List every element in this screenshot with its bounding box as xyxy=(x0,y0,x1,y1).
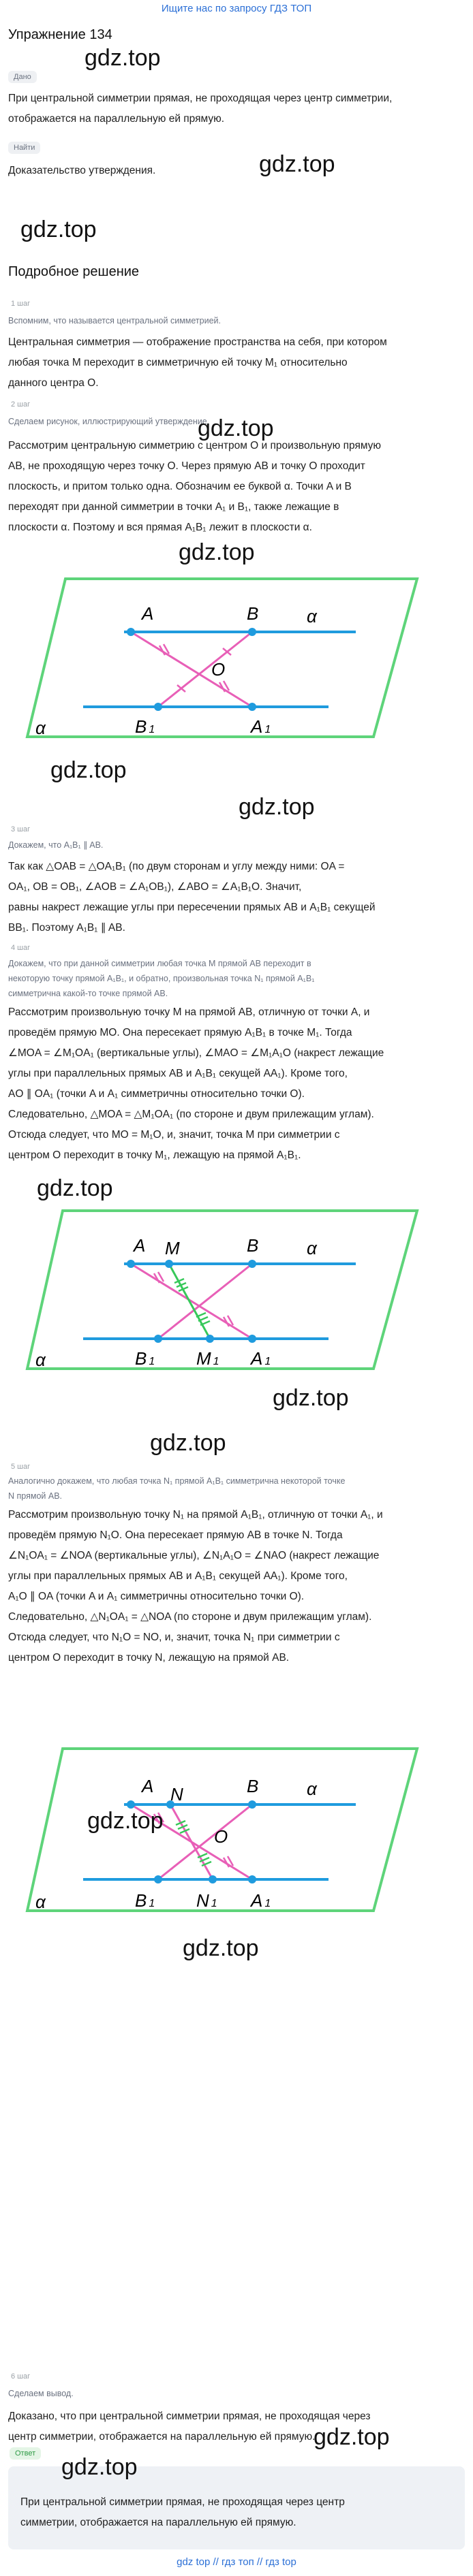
point-b xyxy=(248,628,256,636)
figure-3 xyxy=(8,1743,465,1920)
step-4-text: Рассмотрим произвольную точку M на прямой AB, отличную от точки A, и проведём прямую MO. Она пересекает прямую A₁B₁ в точке M₁. Тогда ∠MOA = ∠M₁OA₁ (вертикальные углы), ∠MAO = ∠M₁A₁O (накрест лежащие углы при параллельных прямых AB и A₁B₁ секущей AA₁). Кроме того, AO ∥ OA₁ (точки A и A₁ симметричны относительно точки O). Следовательно, △MOA = △M₁OA₁ (по стороне и двум прилежащим углам). Отсюда следует, что MO = M₁O, и, значит, точка M при симметрии с центром O переходит в точку M₁, лежащую на прямой A₁B₁. xyxy=(8,1006,384,1161)
find-text: Доказательство утверждения. xyxy=(8,165,156,176)
top-search-link[interactable]: Ищите нас по запросу ГДЗ ТОП xyxy=(161,3,312,14)
label-alpha: α xyxy=(307,1238,317,1258)
page-title: Упражнение 134 xyxy=(8,27,112,42)
watermark: gdz.top xyxy=(239,794,315,820)
label-alpha: α xyxy=(307,606,317,626)
step-3-label: 3 шаг xyxy=(11,825,31,833)
label-alpha-2: α xyxy=(35,1350,46,1370)
step-2-text: Рассмотрим центральную симметрию с центром O и произвольную прямую AB, не проходящую через точку O. Через прямую AB и точку O проходит плоскость, и притом только одна. Обозначим ее буквой α. Точки A и B переходят при данной симметрии в точки A₁ и B₁, также лежащие в плоскости α. Поэтому и вся прямая A₁B₁ лежит в плоскости α. xyxy=(8,440,382,533)
label-b1: B 1 xyxy=(135,1348,155,1369)
step-1-note: Вспомним, что называется центральной симметрией. xyxy=(8,316,221,325)
label-alpha-2: α xyxy=(35,1892,46,1912)
given-label: Дано xyxy=(8,71,37,83)
label-a: A xyxy=(142,603,154,624)
step-1-label: 1 шаг xyxy=(11,300,31,308)
watermark: gdz.top xyxy=(259,151,335,177)
watermark: gdz.top xyxy=(179,539,255,565)
point-b1 xyxy=(154,1875,162,1883)
point-n1 xyxy=(209,1875,217,1883)
label-n: N xyxy=(170,1784,183,1804)
label-b: B xyxy=(247,1235,259,1256)
step-3-note: Докажем, что A₁B₁ ∥ AB. xyxy=(8,840,104,850)
step-6-note: Сделаем вывод. xyxy=(8,2389,74,2398)
label-b: B xyxy=(247,603,259,624)
given-text: При центральной симметрии прямая, не проходящая через центр симметрии, отображается на параллельную ей прямую. xyxy=(8,93,393,125)
step-2-label: 2 шаг xyxy=(11,400,31,409)
answer-label: Ответ xyxy=(10,2447,41,2460)
watermark: gdz.top xyxy=(20,217,97,242)
step-6-text: Доказано, что при центральной симметрии прямая, не проходящая через центр симметрии, отображается на параллельную ей прямую. xyxy=(8,2411,371,2443)
find-label: Найти xyxy=(8,142,40,154)
point-a1 xyxy=(248,1875,256,1883)
watermark: gdz.top xyxy=(273,1385,349,1411)
watermark: gdz.top xyxy=(150,1430,226,1456)
label-a1: A 1 xyxy=(251,716,271,737)
answer-text: При центральной симметрии прямая, не проходящая через центр симметрии, отображается на параллельную ей прямую. xyxy=(20,2496,345,2528)
figure-1 xyxy=(8,573,465,744)
label-n1: N 1 xyxy=(196,1890,217,1911)
watermark: gdz.top xyxy=(198,415,274,441)
step-5-note: Аналогично докажем, что любая точка N₁ прямой A₁B₁ симметрична некоторой точке N прямой AB. xyxy=(8,1476,346,1501)
watermark: gdz.top xyxy=(85,45,161,71)
point-a xyxy=(127,628,135,636)
step-6-label: 6 шаг xyxy=(11,2372,31,2381)
point-b xyxy=(248,1800,256,1809)
label-a: A xyxy=(134,1235,146,1256)
label-b: B xyxy=(247,1776,259,1796)
label-b1: B 1 xyxy=(135,1890,155,1911)
figure-2 xyxy=(8,1205,465,1376)
point-b1 xyxy=(154,1335,162,1343)
point-a1 xyxy=(248,703,256,711)
step-4-note: Докажем, что при данной симметрии любая точка M прямой AB переходит в некоторую точку прямой A₁B₁, и обратно, произвольная точка N₁ прямой A₁B₁ симметрична какой-то точке прямой AB. xyxy=(8,959,315,998)
label-a1: A 1 xyxy=(251,1890,271,1911)
step-5-label: 5 шаг xyxy=(11,1463,31,1471)
watermark: gdz.top xyxy=(183,1935,259,1961)
point-a1 xyxy=(248,1335,256,1343)
plane-alpha xyxy=(27,579,417,737)
step-4-label: 4 шаг xyxy=(11,944,31,952)
watermark: gdz.top xyxy=(314,2424,390,2450)
step-5-text: Рассмотрим произвольную точку N₁ на прямой A₁B₁, отличную от точки A₁, и проведём прямую N₁O. Она пересекает прямую AB в точке N. Тогда ∠N₁OA₁ = ∠NOA (вертикальные углы), ∠N₁A₁O = ∠NAO (накрест лежащие углы при параллельных прямых AB и A₁B₁ секущей AA₁). Кроме того, A₁O ∥ OA (точки A и A₁ симметричны относительно точки O). Следовательно, △N₁OA₁ = △NOA (по стороне и двум прилежащим углам). Отсюда следует, что N₁O = NO, и, значит, точка N₁ при симметрии с центром O переходит в точку N, лежащую на прямой AB. xyxy=(8,1509,383,1664)
label-alpha-2: α xyxy=(35,718,46,738)
step-2-note: Сделаем рисунок, иллюстрирующий утверждение. xyxy=(8,417,210,426)
watermark: gdz.top xyxy=(50,757,127,783)
label-a1: A 1 xyxy=(251,1348,271,1369)
point-b xyxy=(248,1260,256,1268)
footer-links[interactable]: gdz top // гдз топ // гдз top xyxy=(177,2556,296,2568)
step-3-text: Так как △OAB = △OA₁B₁ (по двум сторонам и углу между ними: OA = OA₁, OB = OB₁, ∠AOB = ∠A₁OB₁), ∠ABO = ∠A₁B₁O. Значит, равны накрест лежащие углы при пересечении прямых AB и A₁B₁ секущей BB₁. Поэтому A₁B₁ ∥ AB. xyxy=(8,861,376,934)
label-m: M xyxy=(165,1238,180,1258)
label-m1: M 1 xyxy=(196,1348,219,1369)
label-o: O xyxy=(214,1826,228,1847)
label-b1: B 1 xyxy=(135,716,155,737)
watermark: gdz.top xyxy=(37,1175,113,1201)
solution-title: Подробное решение xyxy=(8,264,140,279)
plane-alpha xyxy=(27,1211,417,1369)
label-alpha: α xyxy=(307,1779,317,1799)
point-m xyxy=(165,1260,173,1268)
label-o: O xyxy=(211,659,226,680)
label-a: A xyxy=(142,1776,154,1796)
watermark: gdz.top xyxy=(87,1808,164,1834)
watermark: gdz.top xyxy=(61,2454,138,2480)
step-1-text: Центральная симметрия — отображение пространства на себя, при котором любая точка M переходит в симметричную ей точку M₁ относительно данного центра O. xyxy=(8,336,387,389)
point-a xyxy=(127,1260,135,1268)
point-m1 xyxy=(206,1335,214,1343)
point-b1 xyxy=(154,703,162,711)
